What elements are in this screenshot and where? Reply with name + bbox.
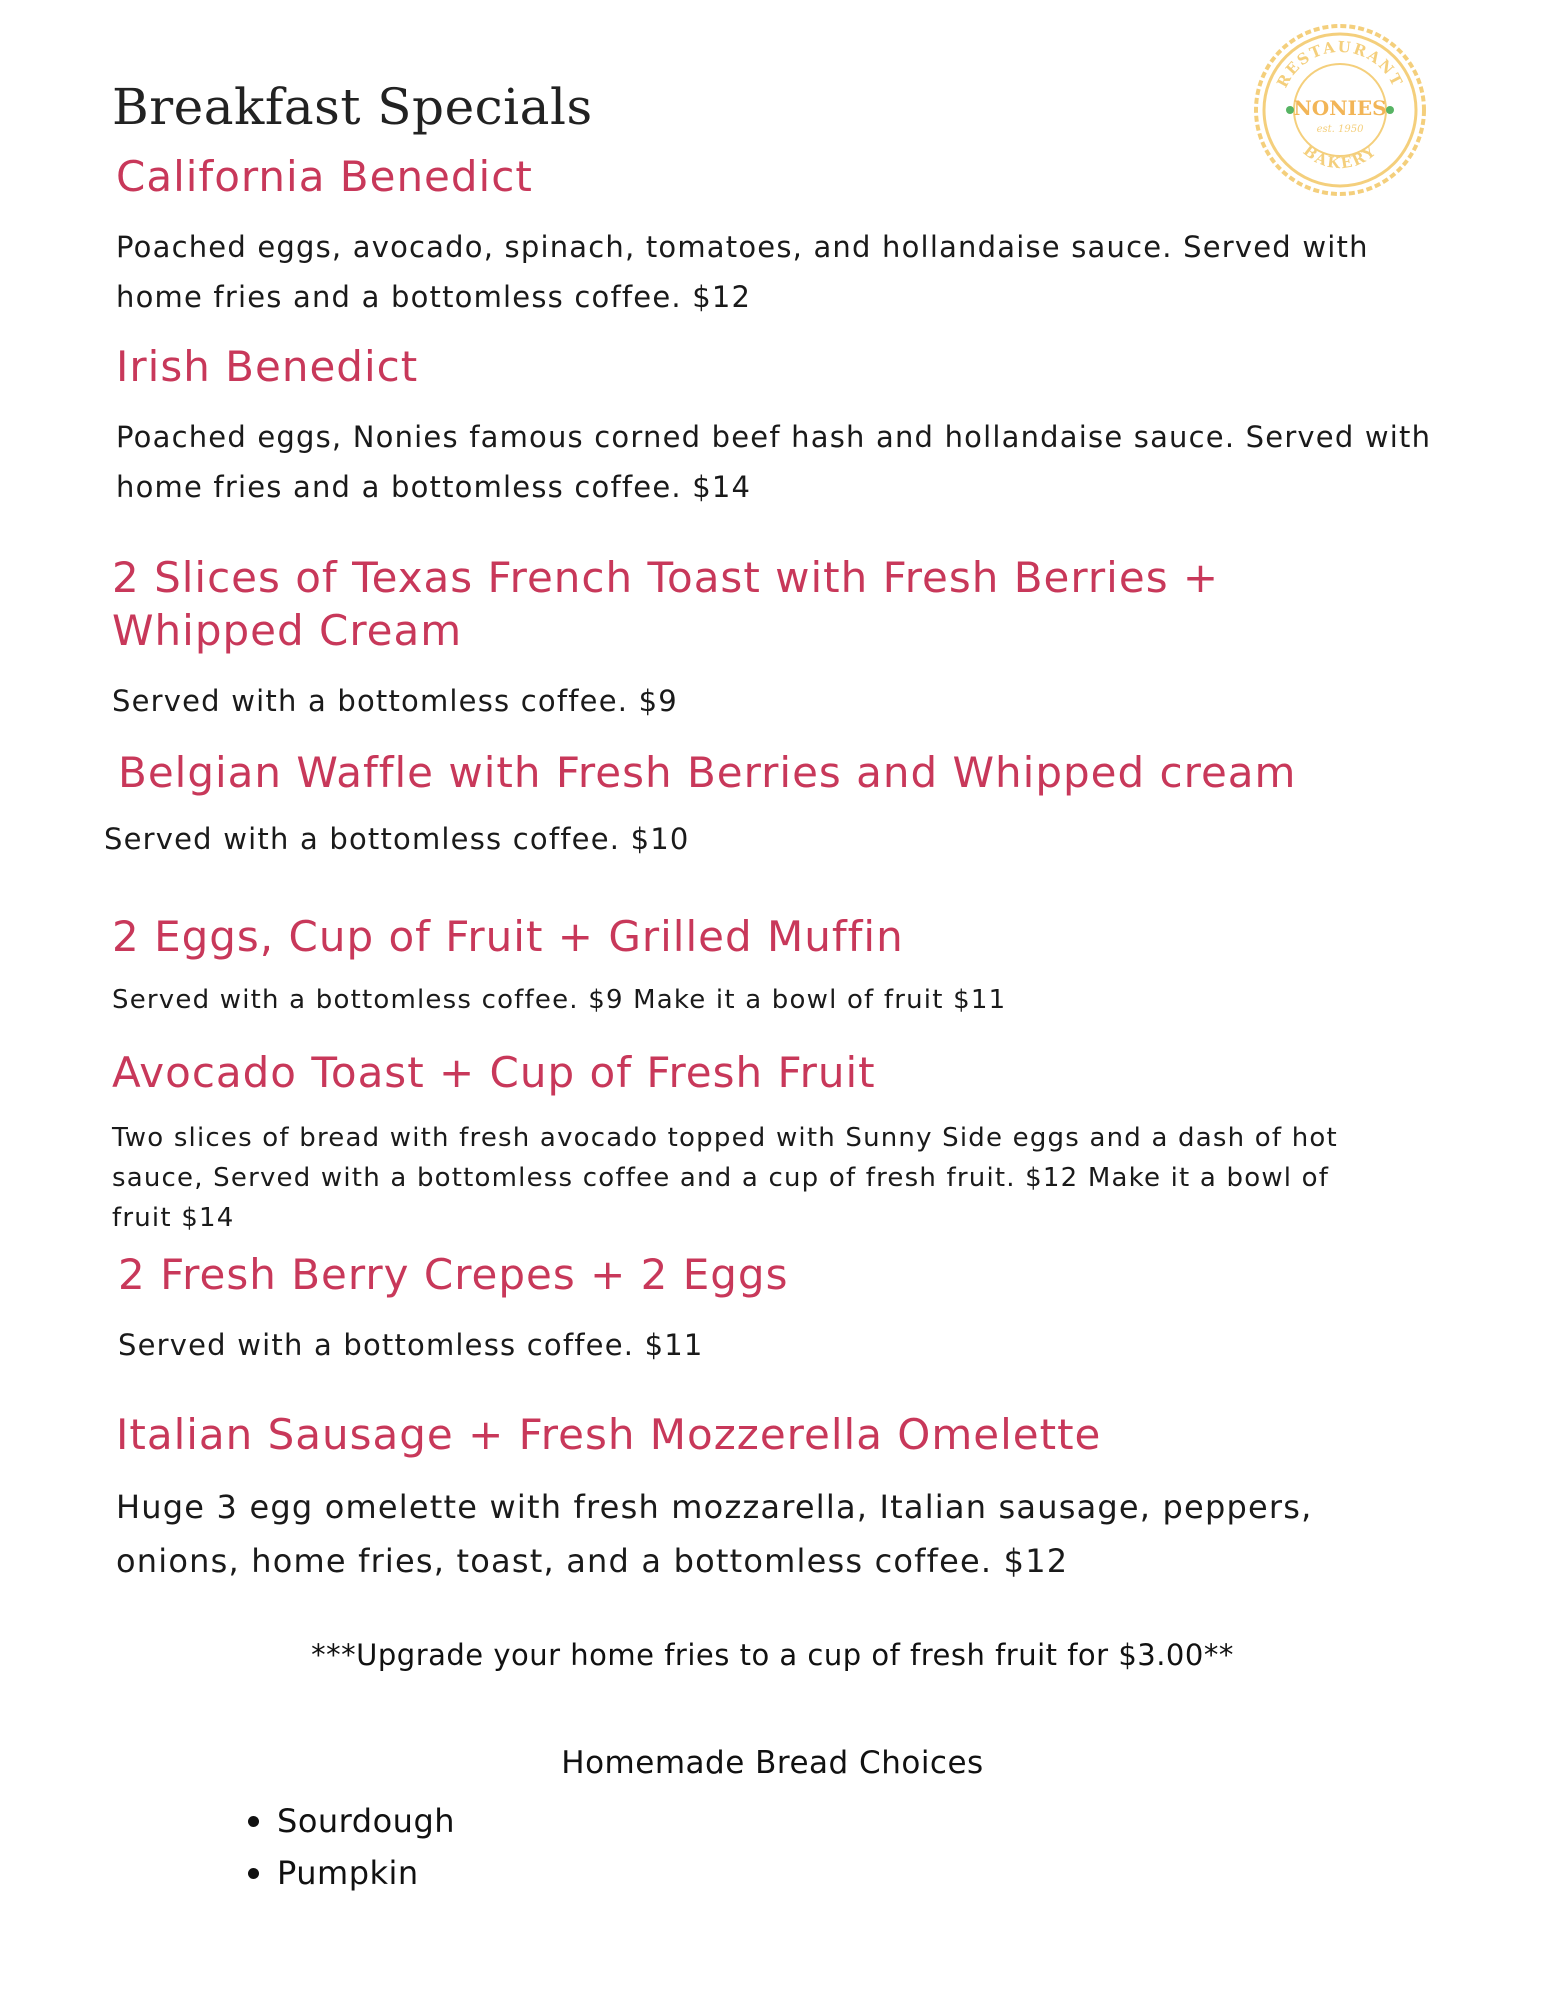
item-description: Served with a bottomless coffee. $9 (112, 684, 678, 718)
logo-name: NONIES (1293, 96, 1387, 120)
item-title: 2 Fresh Berry Crepes + 2 Eggs (118, 1250, 789, 1299)
logo-top-text: RESTAURANT (1273, 37, 1407, 91)
page-title: Breakfast Specials (112, 78, 593, 136)
item-description: Two slices of bread with fresh avocado topped with Sunny Side eggs and a dash of hot sauce, Served with a bottomless coffee and a cup of fresh fruit. $12 Make it a bowl of fruit $14 (112, 1123, 1338, 1233)
bread-choice-label: Sourdough (277, 1802, 456, 1840)
item-title: Belgian Waffle with Fresh Berries and Whipped cream (118, 748, 1297, 797)
bread-choices-list (248, 1795, 455, 1899)
bullet-icon (248, 1816, 259, 1827)
list-item (248, 1795, 455, 1847)
upgrade-note: ***Upgrade your home fries to a cup of fresh fruit for $3.00** (311, 1638, 1234, 1672)
logo-bottom-text: BAKERY (1299, 141, 1381, 173)
item-title: 2 Slices of Texas French Toast with Fresh Berries + Whipped Cream (112, 553, 1220, 655)
item-title: Avocado Toast + Cup of Fresh Fruit (112, 1048, 876, 1097)
bullet-icon (248, 1868, 259, 1879)
list-item (248, 1847, 455, 1899)
item-description: Served with a bottomless coffee. $9 Make it a bowl of fruit $11 (112, 985, 1007, 1015)
item-description: Poached eggs, Nonies famous corned beef hash and hollandaise sauce. Served with home fries and a bottomless coffee. $14 (116, 420, 1432, 504)
item-description: Served with a bottomless coffee. $11 (118, 1328, 704, 1362)
logo-est: est. 1950 (1316, 124, 1364, 135)
bread-choices-heading: Homemade Bread Choices (561, 1745, 984, 1781)
item-description: Huge 3 egg omelette with fresh mozzarella, Italian sausage, peppers, onions, home fries, toast, and a bottomless coffee. $12 (116, 1488, 1313, 1580)
logo-dot-right (1386, 106, 1394, 114)
item-title: Italian Sausage + Fresh Mozzerella Omelette (116, 1410, 1102, 1459)
bread-choice-label: Pumpkin (277, 1854, 419, 1892)
item-description: Poached eggs, avocado, spinach, tomatoes, and hollandaise sauce. Served with home fries and a bottomless coffee. $12 (116, 230, 1369, 314)
item-title: Irish Benedict (116, 342, 419, 391)
restaurant-logo (1250, 20, 1430, 200)
item-title: California Benedict (116, 152, 533, 201)
item-title: 2 Eggs, Cup of Fruit + Grilled Muffin (112, 912, 904, 961)
item-description: Served with a bottomless coffee. $10 (104, 822, 690, 856)
